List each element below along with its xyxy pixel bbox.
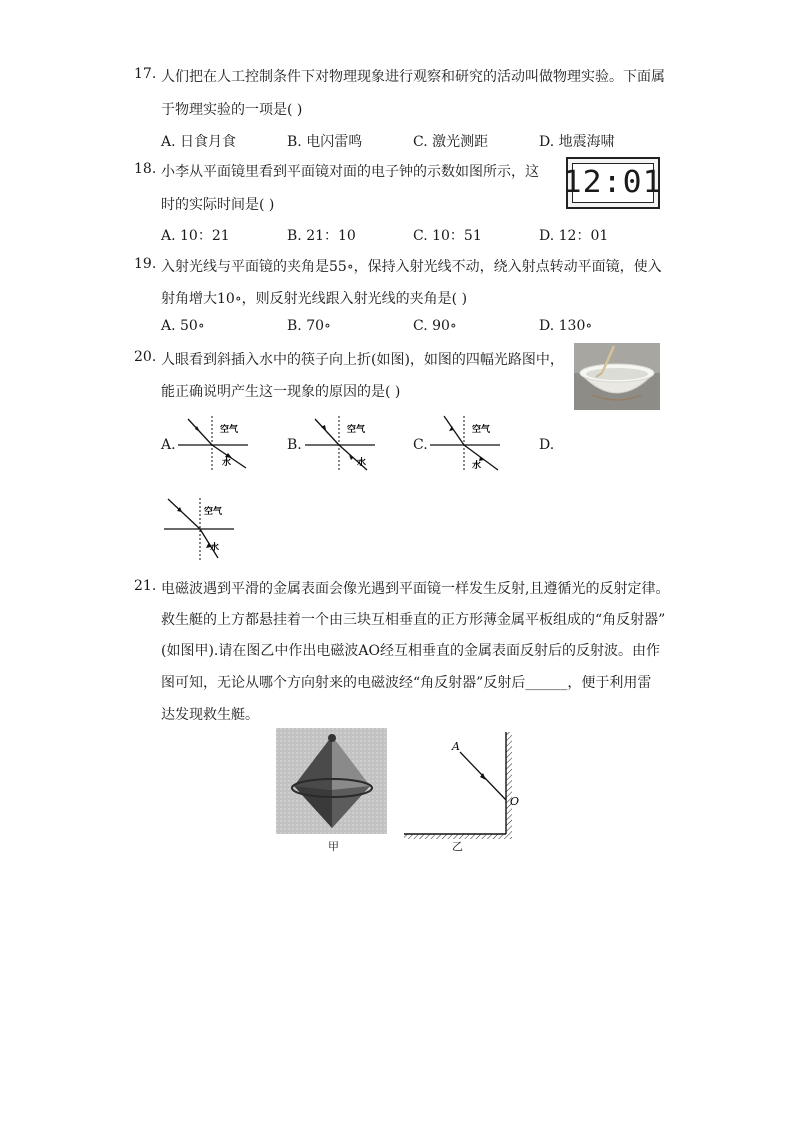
question-text-line: 图可知，无论从哪个方向射来的电磁波经“角反射器”反射后______，便于利用雷 <box>161 675 652 691</box>
air-label: 空气 <box>472 425 491 435</box>
question-text-line: 人眼看到斜插入水中的筷子向上折(如图)，如图的四幅光路图中， <box>161 352 564 368</box>
option-b: B. 电闪雷鸣 <box>287 134 363 150</box>
question-number: 18. <box>134 161 157 177</box>
corner-reflector-photo <box>276 728 387 834</box>
question-text-line: 电磁波遇到平滑的金属表面会像光遇到平面镜一样发生反射,且遵循光的反射定律。 <box>161 581 670 597</box>
option-d: D. <box>539 437 555 453</box>
option-b: B. 70∘ <box>287 318 331 334</box>
question-number: 19. <box>134 256 157 272</box>
option-c: C. 激光测距 <box>413 134 489 150</box>
water-label: 水 <box>210 543 220 553</box>
option-d: D. 130∘ <box>539 318 593 334</box>
question-number: 21. <box>134 578 157 594</box>
air-label: 空气 <box>347 425 366 435</box>
point-o-label: O <box>510 795 520 808</box>
option-a: A. 10：21 <box>161 228 230 244</box>
ray-diagram-b <box>305 412 381 472</box>
ray-diagram-d <box>162 496 238 562</box>
question-text-line: 能正确说明产生这一现象的原因的是( ) <box>161 384 401 400</box>
question-text-line: (如图甲).请在图乙中作出电磁波AO经互相垂直的金属表面反射后的反射波。由作 <box>161 643 660 659</box>
digital-clock <box>562 157 664 209</box>
figure-caption-yi: 乙 <box>452 840 463 853</box>
question-text-line: 时的实际时间是( ) <box>161 197 275 213</box>
air-label: 空气 <box>204 507 223 517</box>
water-label: 水 <box>357 458 367 468</box>
figure-caption-jia: 甲 <box>328 840 339 853</box>
option-d: D. 地震海啸 <box>539 134 615 150</box>
option-a: A. 50∘ <box>161 318 205 334</box>
question-text-line: 救生艇的上方都悬挂着一个由三块互相垂直的正方形薄金属平板组成的“角反射器” <box>161 612 666 628</box>
ray-diagram-c <box>430 412 506 472</box>
option-c: C. 90∘ <box>413 318 457 334</box>
option-a: A. 日食月食 <box>161 134 237 150</box>
question-text-line: 人们把在人工控制条件下对物理现象进行观察和研究的活动叫做物理实验。下面属 <box>161 69 665 85</box>
question-text-line: 射角增大10∘，则反射光线跟入射光线的夹角是( ) <box>161 291 468 307</box>
option-c: C. <box>413 437 428 453</box>
water-label: 水 <box>222 458 232 468</box>
option-c: C. 10：51 <box>413 228 482 244</box>
question-number: 20. <box>134 349 157 365</box>
point-a-label: A <box>452 740 460 753</box>
clock-digits: 12:01 <box>562 165 664 200</box>
perpendicular-mirrors-diagram <box>400 728 520 840</box>
option-d: D. 12：01 <box>539 228 609 244</box>
question-number: 17. <box>134 66 157 82</box>
question-text-line: 于物理实验的一项是( ) <box>161 102 303 118</box>
ray-diagram-a <box>178 412 254 472</box>
option-b: B. 21：10 <box>287 228 356 244</box>
question-text-line: 达发现救生艇。 <box>161 707 259 723</box>
question-text-line: 小李从平面镜里看到平面镜对面的电子钟的示数如图所示，这 <box>161 164 539 180</box>
air-label: 空气 <box>220 425 239 435</box>
question-text-line: 入射光线与平面镜的夹角是55∘，保持入射光线不动，绕入射点转动平面镜，使入 <box>161 259 662 275</box>
option-b: B. <box>287 437 302 453</box>
chopsticks-bowl-photo <box>574 343 660 410</box>
option-a: A. <box>161 437 176 453</box>
water-label: 水 <box>472 461 482 471</box>
